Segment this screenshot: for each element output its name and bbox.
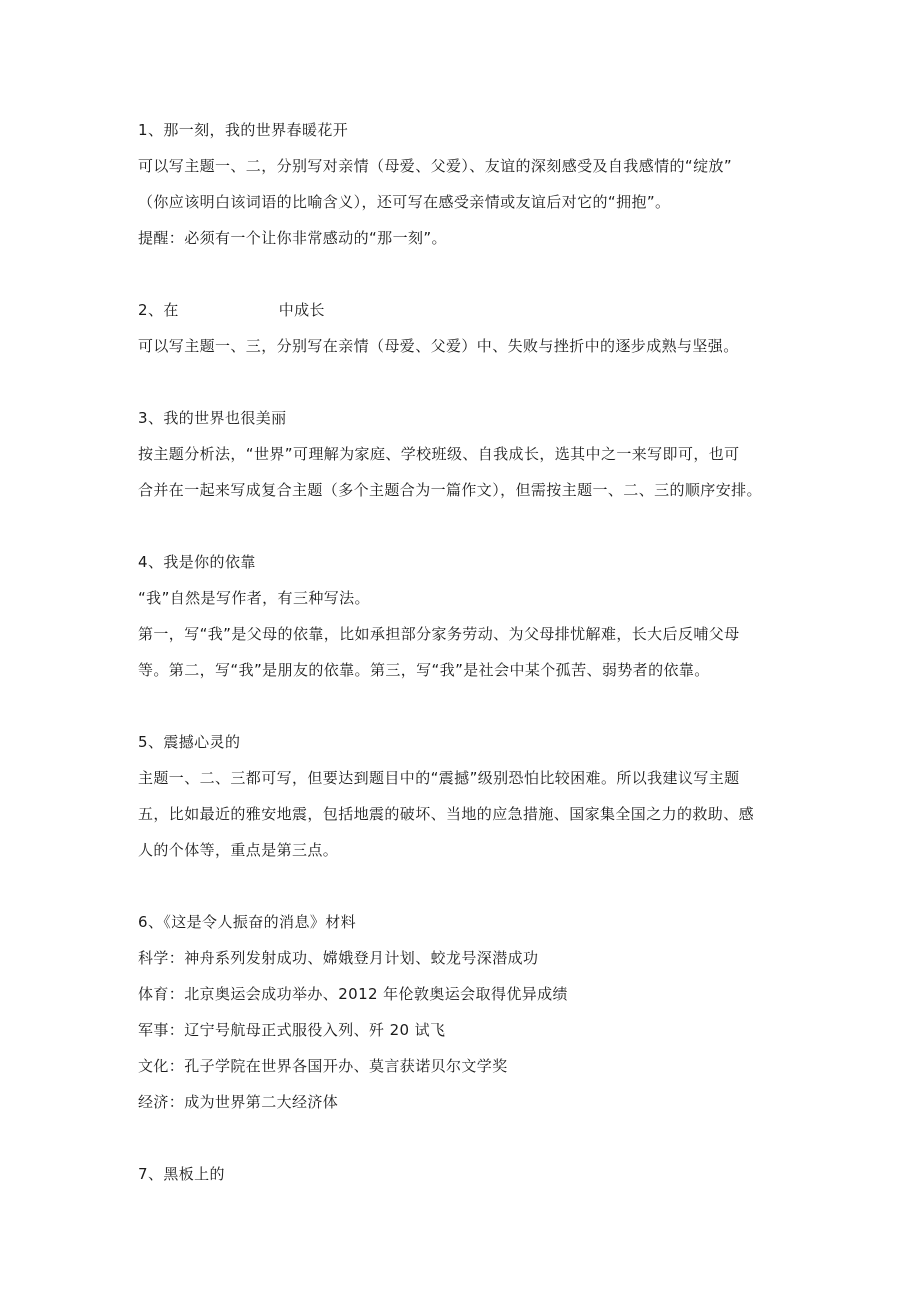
section-5-line-3: 人的个体等，重点是第三点。 (138, 841, 339, 859)
paragraph-gap (138, 868, 790, 904)
paragraph-gap (138, 688, 790, 724)
section-6-line-culture: 文化：孔子学院在世界各国开办、莫言获诺贝尔文学奖 (138, 1057, 508, 1075)
section-6-title: 6、《这是令人振奋的消息》材料 (138, 913, 357, 931)
section-6-line-sports: 体育：北京奥运会成功举办、2012 年伦敦奥运会取得优异成绩 (138, 985, 568, 1003)
section-4-line-3: 等。第二，写“我”是朋友的依靠。第三，写“我”是社会中某个孤苦、弱势者的依靠。 (138, 661, 710, 679)
section-5-line-1: 主题一、二、三都可写，但要达到题目中的“震撼”级别恐怕比较困难。所以我建议写主题 (138, 769, 740, 787)
section-7-title: 7、黑板上的 (138, 1165, 225, 1183)
paragraph-gap (138, 508, 790, 544)
section-6-line-economy: 经济：成为世界第二大经济体 (138, 1093, 339, 1111)
section-2-title (138, 292, 790, 328)
section-1-line-1: 可以写主题一、二，分别写对亲情（母爱、父爱）、友谊的深刻感受及自我感情的“绽放” (138, 157, 733, 175)
section-2-title-start: 2、在 (138, 301, 179, 319)
section-3-line-1: 按主题分析法，“世界”可理解为家庭、学校班级、自我成长，选其中之一来写即可，也可 (138, 445, 740, 463)
section-4-line-1: “我”自然是写作者，有三种写法。 (138, 589, 370, 607)
section-5-title: 5、震撼心灵的 (138, 733, 241, 751)
section-1-title: 1、那一刻，我的世界春暖花开 (138, 121, 349, 139)
paragraph-gap (138, 256, 790, 292)
section-2-title-end: 中成长 (278, 301, 325, 319)
section-5-line-2: 五，比如最近的雅安地震，包括地震的破坏、当地的应急措施、国家集全国之力的救助、感 (138, 805, 755, 823)
section-1-line-3: 提醒：必须有一个让你非常感动的“那一刻”。 (138, 229, 447, 247)
document-body (138, 112, 790, 1192)
section-6-line-science: 科学：神舟系列发射成功、嫦娥登月计划、蛟龙号深潜成功 (138, 949, 539, 967)
paragraph-gap (138, 364, 790, 400)
section-2-line-1: 可以写主题一、三，分别写在亲情（母爱、父爱）中、失败与挫折中的逐步成熟与坚强。 (138, 337, 739, 355)
paragraph-gap (138, 1120, 790, 1156)
section-4-title: 4、我是你的依靠 (138, 553, 256, 571)
section-3-title: 3、我的世界也很美丽 (138, 409, 287, 427)
section-1-line-2: （你应该明白该词语的比喻含义），还可写在感受亲情或友谊后对它的“拥抱”。 (138, 193, 671, 211)
section-4-line-2: 第一，写“我”是父母的依靠，比如承担部分家务劳动、为父母排忧解难，长大后反哺父母 (138, 625, 740, 643)
section-3-line-2: 合并在一起来写成复合主题（多个主题合为一篇作文），但需按主题一、二、三的顺序安排。 (138, 481, 762, 499)
section-6-line-military: 军事：辽宁号航母正式服役入列、歼 20 试飞 (138, 1021, 446, 1039)
